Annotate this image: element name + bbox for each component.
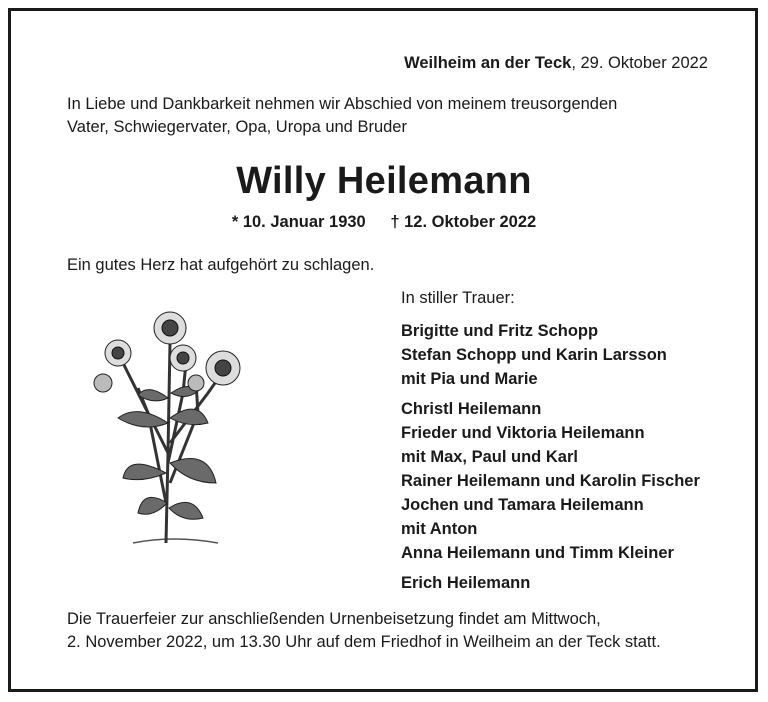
- mourner-line: Christl Heilemann: [401, 400, 542, 418]
- deceased-name: Willy Heilemann: [236, 160, 532, 202]
- death-date: † 12. Oktober 2022: [390, 213, 537, 231]
- mourner-group-3: [401, 571, 700, 595]
- mourner-line: Stefan Schopp und Karin Larsson: [401, 346, 667, 364]
- sunflower-icon: [88, 303, 258, 553]
- mourning-label: In stiller Trauer:: [401, 289, 515, 307]
- mourner-group-2: [401, 397, 700, 565]
- mourner-group-1: [401, 319, 700, 391]
- mourners-list: [401, 319, 700, 601]
- birth-date: * 10. Januar 1930: [231, 213, 366, 231]
- intro-text: [67, 93, 707, 139]
- quote: Ein gutes Herz hat aufgehört zu schlagen.: [67, 256, 375, 274]
- mourner-line: Frieder und Viktoria Heilemann: [401, 424, 645, 442]
- intro-line-2: Vater, Schwiegervater, Opa, Uropa und Bruder: [67, 118, 407, 136]
- mourner-line: Brigitte und Fritz Schopp: [401, 322, 599, 340]
- mourner-line: Rainer Heilemann und Karolin Fischer: [401, 472, 700, 490]
- mourner-line: mit Anton: [401, 520, 478, 538]
- ceremony-info: [67, 608, 727, 654]
- ceremony-line-1: Die Trauerfeier zur anschließenden Urnenbeisetzung findet am Mittwoch,: [67, 610, 601, 628]
- place: Weilheim an der Teck: [404, 54, 572, 72]
- mourner-line: Jochen und Tamara Heilemann: [401, 496, 644, 514]
- place-date: [404, 54, 708, 73]
- mourner-line: mit Max, Paul und Karl: [401, 448, 578, 466]
- mourner-line: mit Pia und Marie: [401, 370, 538, 388]
- date: , 29. Oktober 2022: [571, 54, 708, 72]
- intro-line-1: In Liebe und Dankbarkeit nehmen wir Abschied von meinem treusorgenden: [67, 95, 618, 113]
- ceremony-line-2: 2. November 2022, um 13.30 Uhr auf dem Friedhof in Weilheim an der Teck statt.: [67, 633, 661, 651]
- mourner-line: Anna Heilemann und Timm Kleiner: [401, 544, 674, 562]
- life-dates: [0, 213, 768, 232]
- mourner-line: Erich Heilemann: [401, 574, 531, 592]
